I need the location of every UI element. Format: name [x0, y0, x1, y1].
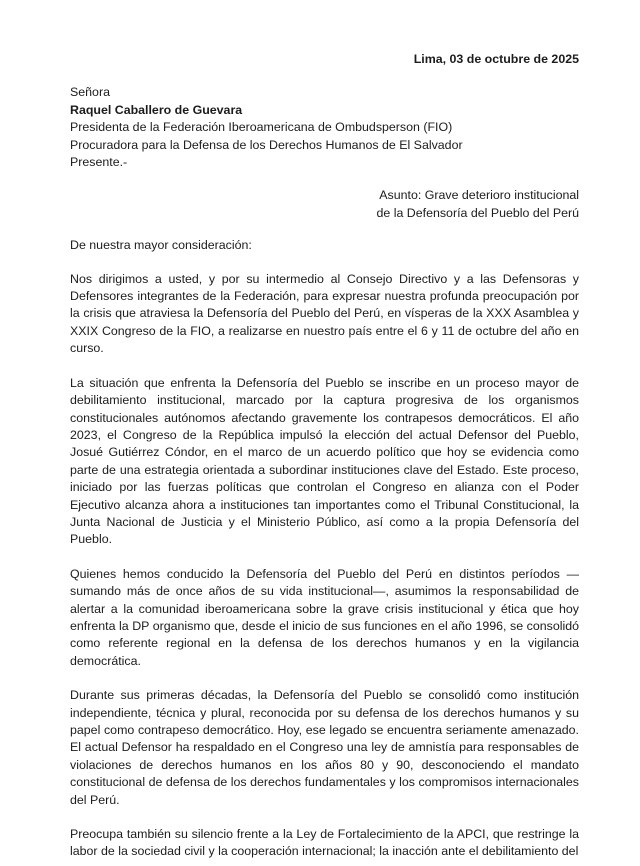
recipient-title-2: Procuradora para la Defensa de los Derechos Humanos de El Salvador — [70, 137, 463, 152]
subject-block — [70, 187, 579, 222]
recipient-title-1: Presidenta de la Federación Iberoamericana de Ombudsperson (FIO) — [70, 120, 453, 135]
letter-paragraph: Nos dirigimos a usted, y por su intermedio al Consejo Directivo y a las Defensoras y Defensores integrantes de la Federación, para expresar nuestra profunda preocupación por la crisis que atraviesa la Defensoría del Pueblo del Perú, en vísperas de la XXX Asamblea y XXIX Congreso de la FIO, a realizarse en nuestro país entre el 6 y 11 de octubre del año en curso. — [70, 271, 579, 356]
recipient-presente: Presente.- — [70, 155, 128, 170]
recipient-salutation: Señora — [70, 85, 110, 100]
letter-paragraph: Preocupa también su silencio frente a la Ley de Fortalecimiento de la APCI, que restringe la labor de la sociedad civil y la cooperación internacional; la inacción ante el debilitamiento del — [70, 827, 579, 859]
letter-paragraph: Durante sus primeras décadas, la Defensoría del Pueblo se consolidó como institución independiente, técnica y plural, reconocida por su defensa de los derechos humanos y su papel como contrapeso democrático. Hoy, ese legado se encuentra seriamente amenazado. El actual Defensor ha respaldado en el Congreso una ley de amnistía para responsables de violaciones de derechos humanos en los años 80 y 90, desconociendo el mandato constitucional de defensa de los derechos fundamentales y los compromisos internacionales del Perú. — [70, 688, 579, 807]
subject-line-1: Asunto: Grave deterioro institucional — [379, 188, 579, 203]
letter-paragraph: Quienes hemos conducido la Defensoría del Pueblo del Perú en distintos períodos — sumando más de once años de su vida institucional—, asumimos la responsabilidad de alertar a la comunidad iberoamericana sobre la grave crisis institucional y ética que hoy enfrenta la DP organismo que, desde el inicio de sus funciones en el año 1996, se consolidó como referente regional en la defensa de los derechos humanos y en la vigilancia democrática. — [70, 566, 579, 668]
letter-paragraph: La situación que enfrenta la Defensoría del Pueblo se inscribe en un proceso mayor de debilitamiento institucional, marcado por la captura progresiva de los organismos constitucionales autónomos afectando gravemente los contrapesos democráticos. El año 2023, el Congreso de la República impulsó la elección del actual Defensor del Pueblo, Josué Gutiérrez Cóndor, en el marco de un acuerdo político que hoy se evidencia como parte de una estrategia orientada a subordinar instituciones clave del Estado. Este proceso, iniciado por las fuerzas políticas que controlan el Congreso en alianza con el Poder Ejecutivo alcanza ahora a instituciones tan importantes como el Tribunal Constitucional, la Junta Nacional de Justicia y el Ministerio Público, así como a la propia Defensoría del Pueblo. — [70, 375, 579, 547]
subject-line-2: de la Defensoría del Pueblo del Perú — [376, 205, 579, 220]
recipient-block — [70, 84, 579, 171]
date-line: Lima, 03 de octubre de 2025 — [413, 52, 579, 66]
greeting: De nuestra mayor consideración: — [70, 238, 252, 253]
recipient-name: Raquel Caballero de Guevara — [70, 102, 243, 117]
